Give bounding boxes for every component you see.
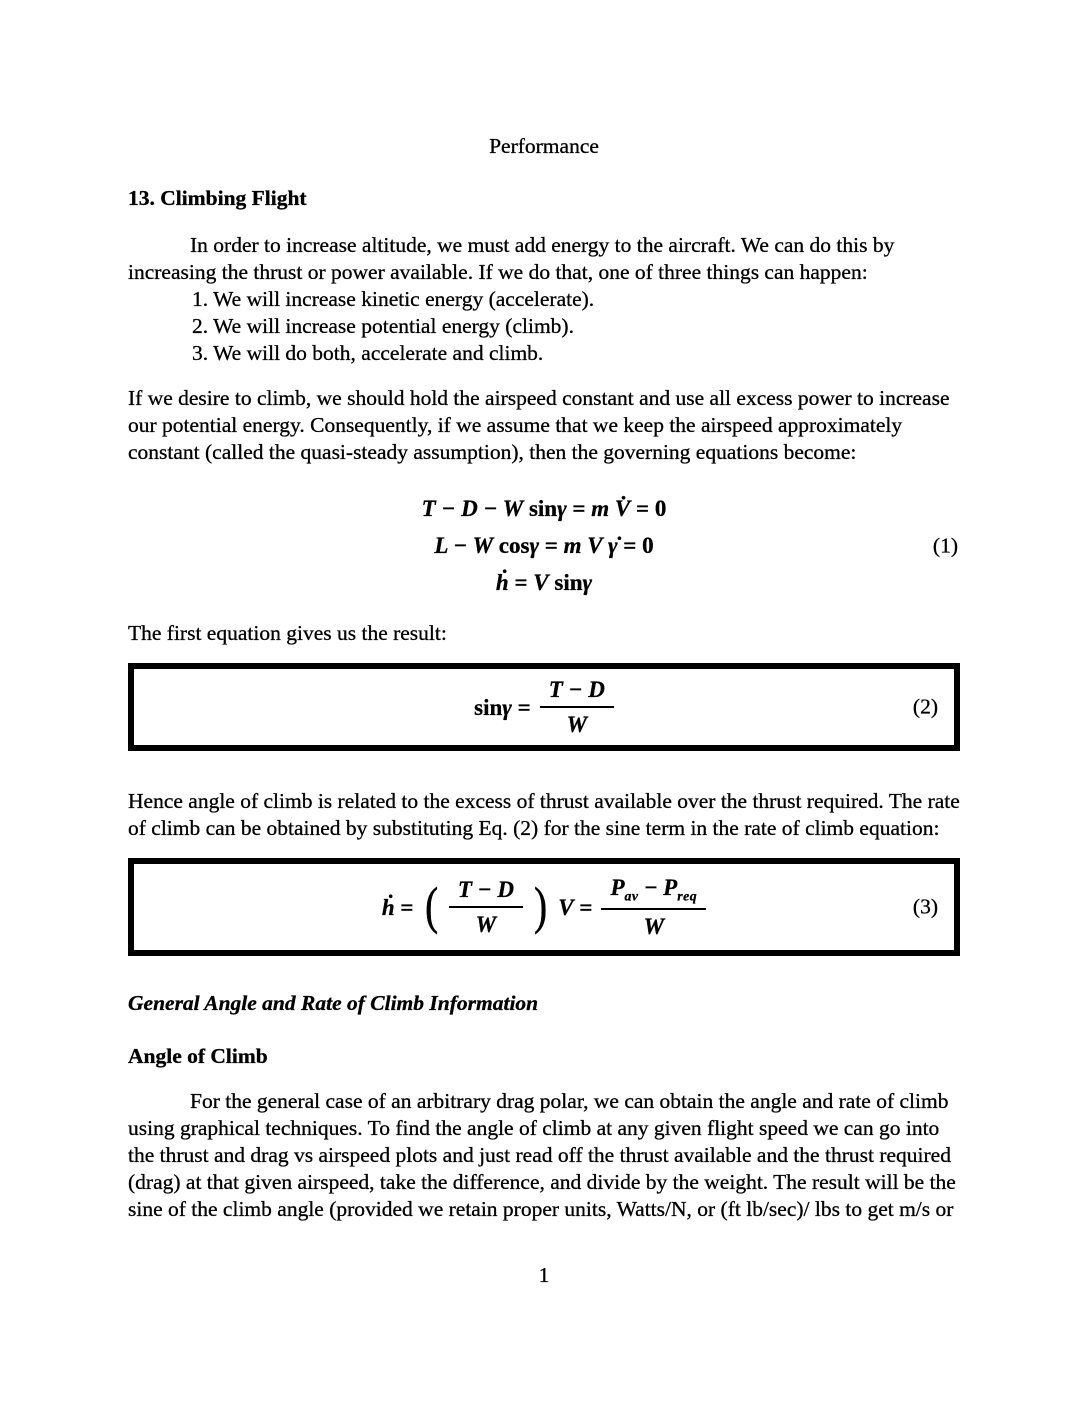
- paragraph-hence: Hence angle of climb is related to the excess of thrust available over the thrust required. The rate of climb can be obtained by substituting Eq. (2) for the sine term in the rate of climb equation:: [128, 789, 960, 840]
- equation-3: [382, 874, 706, 940]
- close-paren: ): [534, 878, 548, 935]
- paragraph-climb: If we desire to climb, we should hold the airspeed constant and use all excess power to increase our potential energy. Consequently, if we assume that we keep the airspeed approximately constant (called the quasi-steady assumption), then the governing equations become:: [128, 386, 950, 464]
- eq3-mid: V =: [558, 894, 593, 920]
- equation-line: ḣ = V sinγ: [495, 570, 593, 595]
- eq3-lhs: ḣ =: [381, 894, 414, 920]
- heading-general-info: General Angle and Rate of Climb Information: [128, 991, 539, 1015]
- list-item: 3. We will do both, accelerate and climb.: [192, 341, 544, 365]
- equation-label-2: (2): [912, 694, 938, 719]
- numerator: T − D: [449, 876, 523, 908]
- heading-angle-of-climb: Angle of Climb: [128, 1044, 268, 1068]
- numbered-list: [128, 286, 960, 367]
- denominator: W: [643, 913, 665, 939]
- list-item: 2. We will increase potential energy (climb).: [192, 314, 574, 338]
- denominator: W: [566, 712, 588, 737]
- fraction: [540, 676, 614, 738]
- open-paren: (: [424, 878, 438, 935]
- page-number: 1: [538, 1263, 550, 1287]
- paragraph-intro: In order to increase altitude, we must add energy to the aircraft. We can do this by increasing the thrust or power available. If we do that, one of three things can happen:: [128, 233, 895, 284]
- paragraph-general-case: For the general case of an arbitrary drag polar, we can obtain the angle and rate of climb using graphical techniques. To find the angle of climb at any given flight speed we can go into the thrust and drag vs airspeed plots and just read off the thrust available and the thrust required (drag) at that given airspeed, take the difference, and divide by the weight. The result will be the sine of the climb angle (provided we retain proper units, Watts/N, or (ft lb/sec)/ lbs to get m/s or: [128, 1089, 956, 1221]
- denominator: W: [475, 912, 497, 937]
- fraction: [449, 876, 523, 938]
- equation-group-1: [128, 490, 960, 601]
- equation-label-1: (1): [932, 533, 958, 557]
- page-title: Performance: [489, 134, 599, 158]
- numerator: T − D: [540, 676, 614, 708]
- equation-line: T − D − W sinγ = m V̇ = 0: [421, 496, 667, 521]
- equation-line: L − W cosγ = m V γ̇ = 0: [434, 533, 654, 558]
- eq2-lhs: sinγ =: [474, 694, 531, 720]
- fraction: [601, 874, 706, 940]
- equation-box-2: [128, 663, 960, 751]
- equation-box-3: [128, 858, 960, 956]
- list-item: 1. We will increase kinetic energy (accelerate).: [192, 287, 595, 311]
- equation-label-3: (3): [912, 894, 938, 919]
- numerator: $P_{av} - P_{req}$: [601, 874, 706, 910]
- equation-2: [474, 676, 614, 738]
- paragraph-first-result: The first equation gives us the result:: [128, 621, 447, 645]
- section-heading: 13. Climbing Flight: [128, 186, 307, 210]
